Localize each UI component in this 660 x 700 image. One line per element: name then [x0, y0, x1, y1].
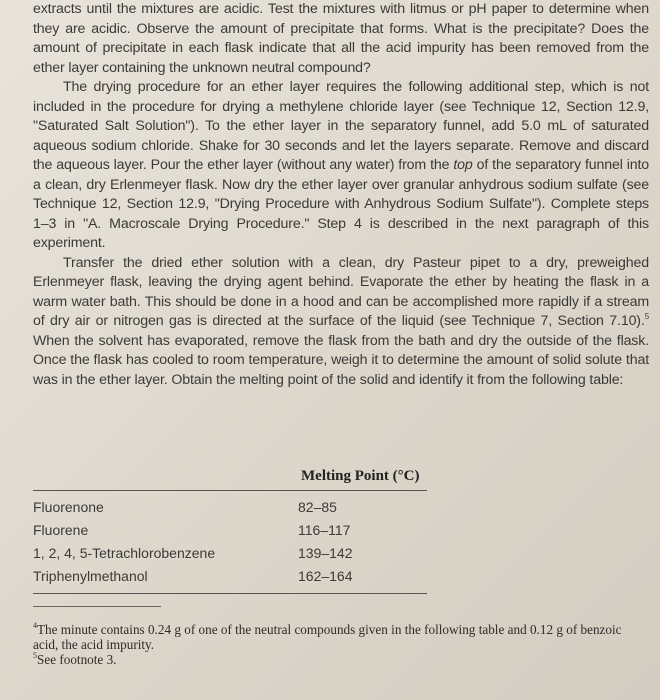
footnote-5: $^5$See footnote 3. — [33, 651, 117, 667]
body-text — [33, 0, 649, 390]
melting-point-value: 82–85 — [298, 499, 337, 515]
footnote-mark-5: 5 — [33, 651, 37, 660]
compound-name: 1, 2, 4, 5-Tetrachlorobenzene — [33, 545, 216, 561]
compound-name: Fluorene — [33, 522, 89, 538]
footnote-ref-5: 5 — [644, 312, 649, 321]
compound-name: Triphenylmethanol — [33, 568, 148, 584]
footnote-divider — [33, 606, 161, 607]
table-bottom-rule — [33, 593, 427, 594]
footnotes — [33, 622, 643, 667]
paragraph-1: extracts until the mixtures are acidic. Test the mixtures with litmus or pH paper to determine when they are acidic. Observe the amount of precipitate that forms. What is the precipitate? Does the amount of precipitate in each flask indicate that all the acid impurity has been removed from the ether layer containing the unknown neutral compound? — [33, 1, 649, 76]
paragraph-3: Transfer the dried ether solution with a clean, dry Pasteur pipet to a dry, preweighed Erlenmeyer flask, leaving the drying agent behind. Evaporate the ether by heating the flask in a warm water bath. This should be done in a hood and can be accomplished more rapidly if a stream of dry air or nitrogen gas is directed at the surface of the liquid (see Technique 7, Section 7.10).$^5$ When the solvent has evaporated, remove the flask from the bath and dry the outside of the flask. Once the flask has cooled to room temperature, weigh it to determine the amount of solid solute that was in the ether layer. Obtain the melting point of the solid and identify it from the following table: — [33, 254, 649, 388]
melting-point-value: 162–164 — [298, 568, 353, 584]
paragraph-2: The drying procedure for an ether layer requires the following additional step, which is not included in the procedure for drying a methylene chloride layer (see Technique 12, Section 12.9, "Saturated Salt Solution"). To the ether layer in the separatory funnel, add 5.0 mL of saturated aqueous sodium chloride. Shake for 30 seconds and let the layers separate. Remove and discard the aqueous layer. Pour the ether layer (without any water) from the top of the separatory funnel into a clean, dry Erlenmeyer flask. Now dry the ether layer over granular anhydrous sodium sulfate (see Technique 12, Section 12.9, "Drying Procedure with Anhydrous Sodium Sulfate"). Complete steps 1–3 in "A. Macroscale Drying Procedure." Step 4 is described in the next paragraph of this experiment. — [33, 79, 649, 251]
footnote-4: $^4$The minute contains 0.24 g of one of the neutral compounds given in the following table and 0.12 g of benzoic acid, the acid impurity. — [33, 621, 622, 652]
table-top-rule — [33, 490, 427, 491]
compound-name: Fluorenone — [33, 499, 104, 515]
footnote-mark-4: 4 — [33, 621, 37, 630]
melting-point-value: 139–142 — [298, 545, 353, 561]
table-header-melting-point: Melting Point (°C) — [301, 468, 420, 484]
melting-point-value: 116–117 — [298, 522, 351, 538]
emphasis-top: top — [453, 157, 473, 173]
